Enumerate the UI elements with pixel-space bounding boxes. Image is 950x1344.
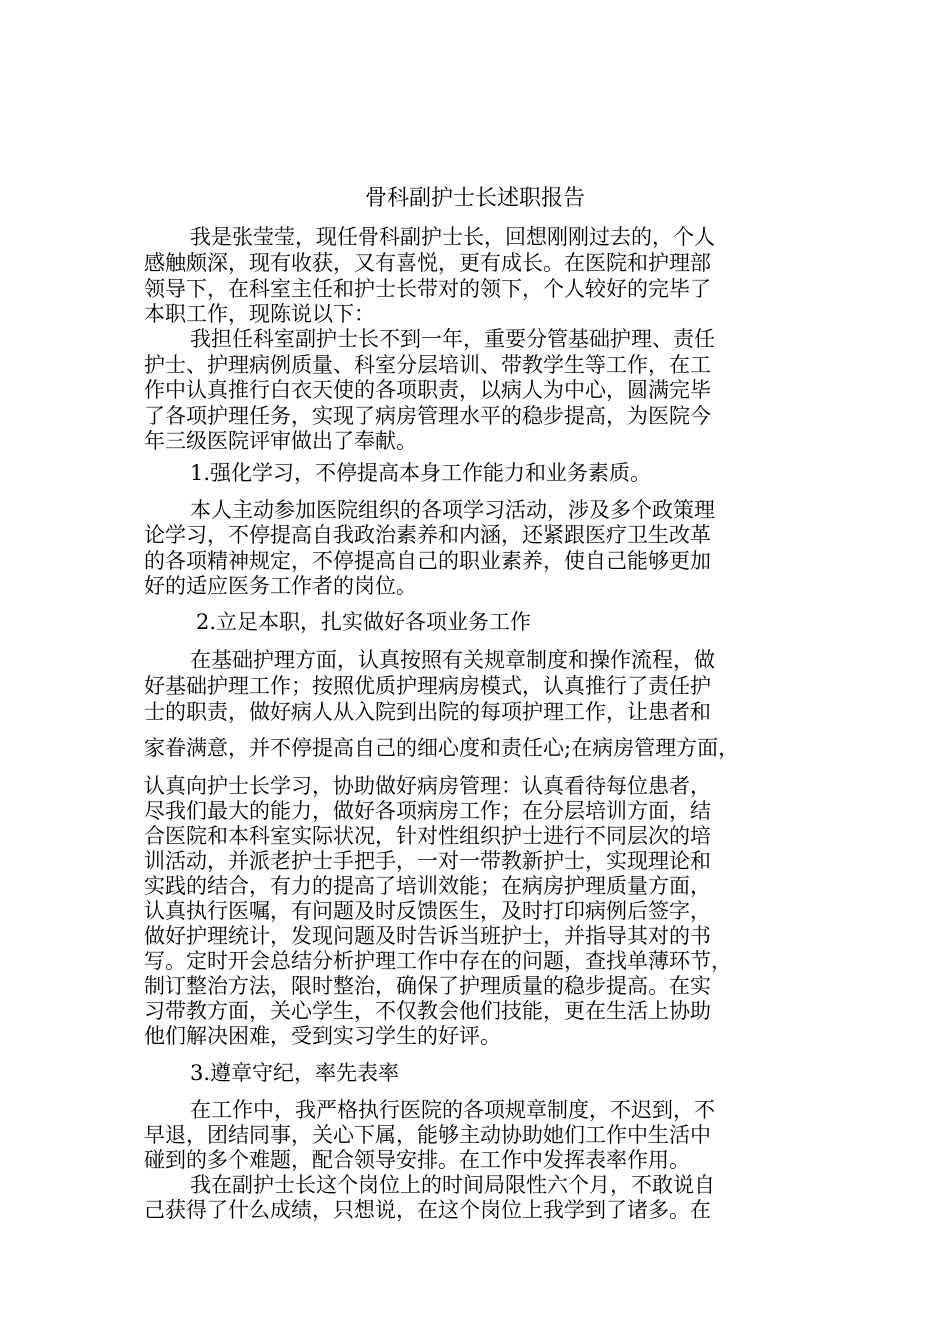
section-heading: 2.立足本职，扎实做好各项业务工作 — [196, 610, 532, 634]
text-line: 家眷满意，并不停提高自己的细心度和责任心;在病房管理方面， — [144, 736, 740, 760]
text-line: 合医院和本科室实际状况，针对性组织护士进行不同层次的培 — [144, 824, 711, 848]
text-line: 认真执行医嘱，有问题及时反馈医生，及时打印病例后签字， — [144, 899, 711, 923]
section-heading: 1.强化学习，不停提高本身工作能力和业务素质。 — [190, 461, 652, 485]
section-heading: 3.遵章守纪，率先表率 — [190, 1061, 400, 1085]
text-line: 写。定时开会总结分析护理工作中存在的问题，查找单薄环节， — [144, 949, 732, 973]
text-line: 碰到的多个难题，配合领导安排。在工作中发挥表率作用。 — [144, 1148, 690, 1172]
text-line: 本人主动参加医院组织的各项学习活动，涉及多个政策理 — [190, 498, 715, 522]
text-line: 他们解决困难，受到实习学生的好评。 — [144, 1024, 501, 1048]
text-line: 早退，团结同事，关心下属，能够主动协助她们工作中生活中 — [144, 1123, 711, 1147]
text-line: 我在副护士长这个岗位上的时间局限性六个月，不敢说自 — [190, 1173, 715, 1197]
text-line: 在工作中，我严格执行医院的各项规章制度，不迟到，不 — [190, 1098, 715, 1122]
text-line: 本职工作，现陈说以下： — [144, 302, 375, 326]
text-line: 领导下，在科室主任和护士长带对的领下，个人较好的完毕了 — [144, 277, 711, 301]
text-line: 训活动，并派老护士手把手，一对一带教新护士，实现理论和 — [144, 849, 711, 873]
text-line: 好基础护理工作；按照优质护理病房模式，认真推行了责任护 — [144, 674, 711, 698]
text-line: 习带教方面，关心学生，不仅教会他们技能，更在生活上协助 — [144, 999, 711, 1023]
text-line: 了各项护理任务，实现了病房管理水平的稳步提高，为医院今 — [144, 404, 711, 428]
text-line: 的各项精神规定，不停提高自己的职业素养，使自己能够更加 — [144, 549, 711, 573]
text-line: 尽我们最大的能力，做好各项病房工作；在分层培训方面，结 — [144, 799, 711, 823]
document-title: 骨科副护士长述职报告 — [364, 186, 585, 211]
text-line: 论学习，不停提高自我政治素养和内涵，还紧跟医疗卫生改革 — [144, 523, 711, 547]
text-line: 实践的结合，有力的提高了培训效能；在病房护理质量方面， — [144, 874, 711, 898]
text-line: 我是张莹莹，现任骨科副护士长，回想刚刚过去的，个人 — [190, 225, 715, 249]
text-line: 年三级医院评审做出了奉献。 — [144, 429, 417, 453]
text-line: 作中认真推行白衣天使的各项职责，以病人为中心，圆满完毕 — [144, 378, 711, 402]
text-line: 制订整治方法，限时整治，确保了护理质量的稳步提高。在实 — [144, 974, 711, 998]
text-line: 己获得了什么成绩，只想说，在这个岗位上我学到了诸多。在 — [144, 1198, 711, 1222]
text-line: 认真向护士长学习，协助做好病房管理：认真看待每位患者， — [144, 774, 711, 798]
text-line: 做好护理统计，发现问题及时告诉当班护士，并指导其对的书 — [144, 924, 711, 948]
text-line: 好的适应医务工作者的岗位。 — [144, 574, 417, 598]
text-line: 士的职责，做好病人从入院到出院的每项护理工作，让患者和 — [144, 700, 711, 724]
text-line: 护士、护理病例质量、科室分层培训、带教学生等工作，在工 — [144, 353, 711, 377]
text-line: 感触颇深，现有收获，又有喜悦，更有成长。在医院和护理部 — [144, 251, 711, 275]
text-line: 我担任科室副护士长不到一年，重要分管基础护理、责任 — [190, 327, 715, 351]
text-line: 在基础护理方面，认真按照有关规章制度和操作流程，做 — [190, 648, 715, 672]
